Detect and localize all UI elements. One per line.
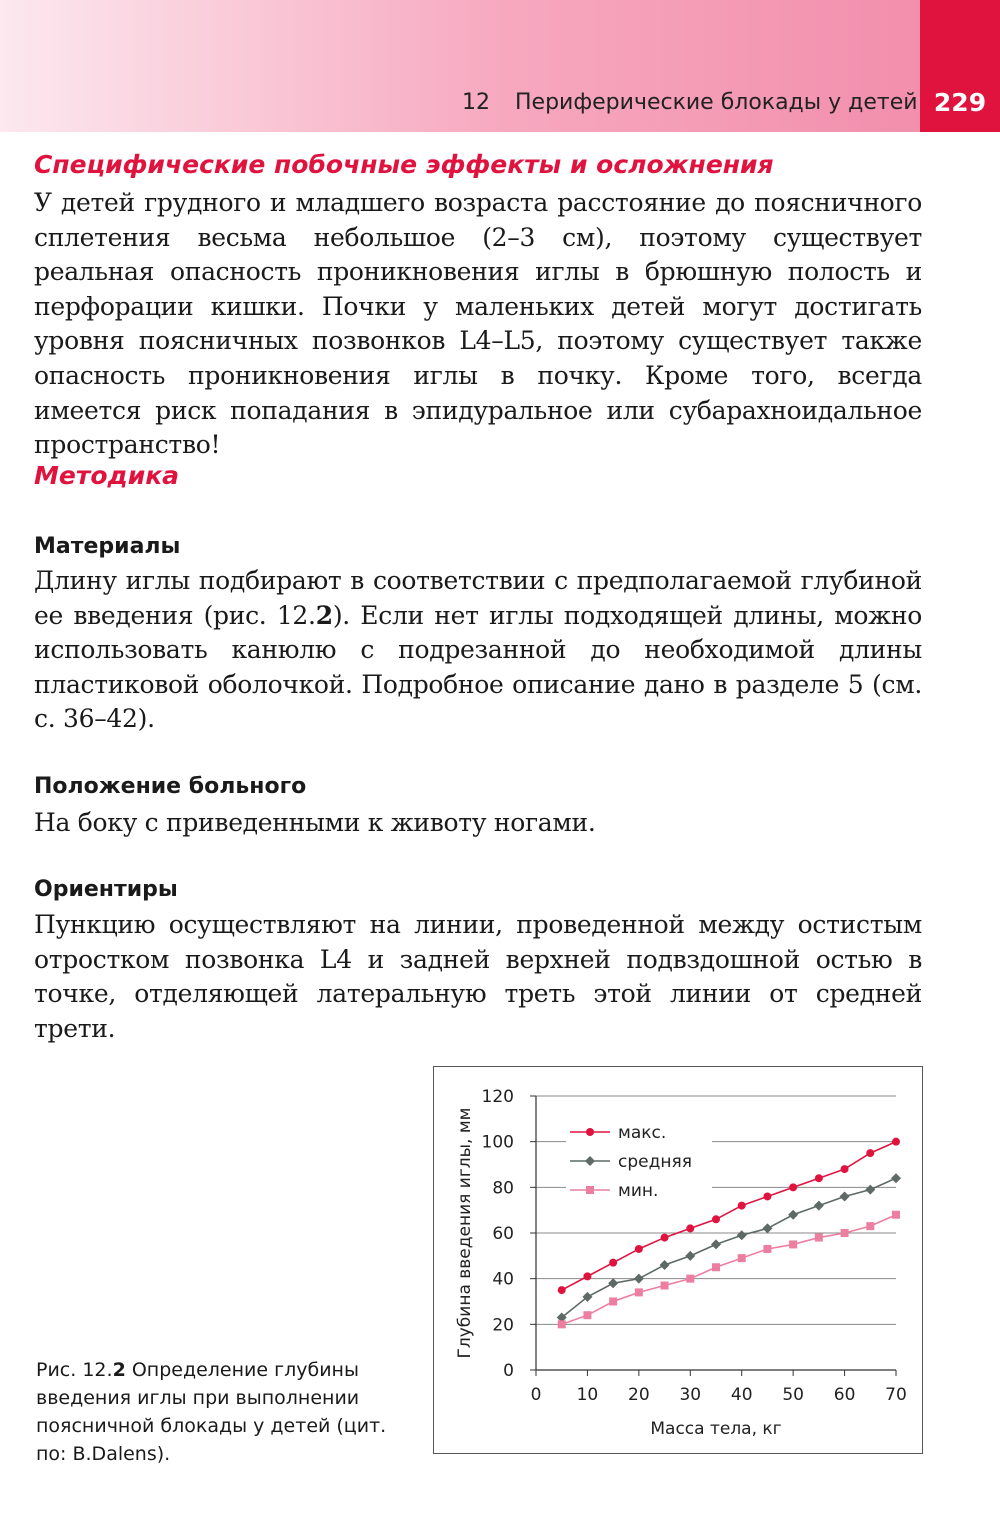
series-2-point xyxy=(661,1282,669,1290)
series-2-point xyxy=(841,1229,849,1237)
series-1-point xyxy=(685,1251,695,1261)
x-tick-label: 50 xyxy=(782,1385,804,1405)
caption-prefix: Рис. 12. xyxy=(36,1359,113,1381)
series-2-point xyxy=(892,1211,900,1219)
series-0-point xyxy=(609,1259,617,1267)
series-1-point xyxy=(737,1230,747,1240)
series-0-point xyxy=(815,1174,823,1182)
page-number: 229 xyxy=(933,88,987,117)
series-0-point xyxy=(712,1215,720,1223)
caption-number: 2 xyxy=(112,1359,126,1381)
series-0-point xyxy=(635,1245,643,1253)
chart-frame xyxy=(433,1066,923,1454)
chapter-number: 12 xyxy=(462,90,490,115)
x-axis-label: Масса тела, кг xyxy=(650,1419,782,1439)
series-0-point xyxy=(661,1234,669,1242)
legend-label-2: мин. xyxy=(618,1181,659,1201)
legend-marker-2 xyxy=(586,1186,594,1194)
y-tick-label: 60 xyxy=(492,1224,514,1244)
series-2-point xyxy=(609,1298,617,1306)
x-tick-label: 10 xyxy=(576,1385,599,1405)
series-0-point xyxy=(841,1165,849,1173)
series-0-point xyxy=(558,1286,566,1294)
legend-marker-0 xyxy=(586,1128,594,1136)
subsection-title-position: Положение больного xyxy=(34,774,307,799)
legend-label-1: средняя xyxy=(618,1152,692,1172)
materials-text-before: Длину иглы подбирают в соответствии с предполагаемой глубиной ее введения (рис. 12. xyxy=(34,566,922,630)
series-0-point xyxy=(892,1138,900,1146)
series-0-point xyxy=(789,1183,797,1191)
series-2-point xyxy=(789,1240,797,1248)
series-2-point xyxy=(815,1234,823,1242)
x-tick-label: 60 xyxy=(833,1385,856,1405)
effects-paragraph: У детей грудного и младшего возраста расстояние до поясничного сплетения весьма небольшое (2–3 см), поэтому существует реальная опасность проникновения иглы в брюшную полость и перфорации кишки. Почки у маленьких детей могут достигать уровня поясничных позвонков L4–L5, поэтому существует также опасность проникновения иглы в почку. Кроме того, всегда имеется риск попадания в эпидуральное или субарахноидальное пространство! xyxy=(34,188,922,460)
series-1-point xyxy=(814,1201,824,1211)
caption-text: Определение глубины введения иглы при выполнении поясничной блокады у детей (цит. по: B.Dalens). xyxy=(36,1359,387,1465)
y-tick-label: 120 xyxy=(481,1087,514,1107)
series-2-point xyxy=(712,1263,720,1271)
y-axis-label: Глубина введения иглы, мм xyxy=(455,1107,475,1359)
series-2-point xyxy=(738,1254,746,1262)
series-0-point xyxy=(583,1272,591,1280)
materials-text-after: ). Если нет иглы подходящей длины, можно использовать канюлю с подрезанной до необходимой длины пластиковой оболочкой. Подробное описание дано в разделе 5 (см. с. 36–42). xyxy=(34,600,922,734)
materials-paragraph xyxy=(34,564,922,737)
figure-caption xyxy=(36,1356,396,1468)
series-1-point xyxy=(634,1274,644,1284)
x-tick-label: 0 xyxy=(530,1385,542,1405)
materials-fig-ref: 2 xyxy=(315,600,333,630)
x-tick-label: 70 xyxy=(885,1385,907,1405)
y-tick-label: 20 xyxy=(492,1315,514,1336)
y-tick-label: 80 xyxy=(492,1178,514,1199)
series-1-point xyxy=(865,1185,875,1195)
series-1-point xyxy=(608,1278,618,1288)
position-paragraph: На боку с приведенными к животу ногами. xyxy=(34,808,596,837)
subsection-title-landmarks: Ориентиры xyxy=(34,877,178,902)
y-tick-label: 100 xyxy=(481,1132,514,1153)
series-2-point xyxy=(558,1320,566,1328)
series-2-point xyxy=(686,1275,694,1283)
needle-depth-chart xyxy=(434,1067,924,1455)
x-tick-label: 30 xyxy=(679,1385,702,1405)
series-1-point xyxy=(711,1239,721,1249)
legend-label-0: макс. xyxy=(618,1123,667,1143)
series-0-point xyxy=(686,1224,694,1232)
series-0-point xyxy=(866,1149,874,1157)
series-1-point xyxy=(660,1260,670,1270)
x-tick-label: 40 xyxy=(730,1385,753,1405)
y-tick-label: 40 xyxy=(492,1269,514,1290)
series-1-point xyxy=(788,1210,798,1220)
series-1-point xyxy=(840,1191,850,1201)
section-title-method: Методика xyxy=(34,461,180,490)
series-2-point xyxy=(583,1311,591,1319)
y-tick-label: 0 xyxy=(503,1361,514,1381)
section-title-effects: Специфические побочные эффекты и осложнения xyxy=(34,150,774,179)
subsection-title-materials: Материалы xyxy=(34,534,181,559)
series-1-point xyxy=(891,1173,901,1183)
series-1-point xyxy=(762,1223,772,1233)
series-2-point xyxy=(763,1245,771,1253)
series-2-point xyxy=(866,1222,874,1230)
landmarks-paragraph: Пункцию осуществляют на линии, проведенной между остистым отростком позвонка L4 и задней верхней подвздошной остью в точке, отделяющей латеральную треть этой линии от средней трети. xyxy=(34,910,922,1043)
chapter-title: Периферические блокады у детей xyxy=(515,90,918,115)
series-2-point xyxy=(635,1288,643,1296)
series-0-point xyxy=(738,1202,746,1210)
series-0-point xyxy=(763,1192,771,1200)
x-tick-label: 20 xyxy=(628,1385,650,1405)
